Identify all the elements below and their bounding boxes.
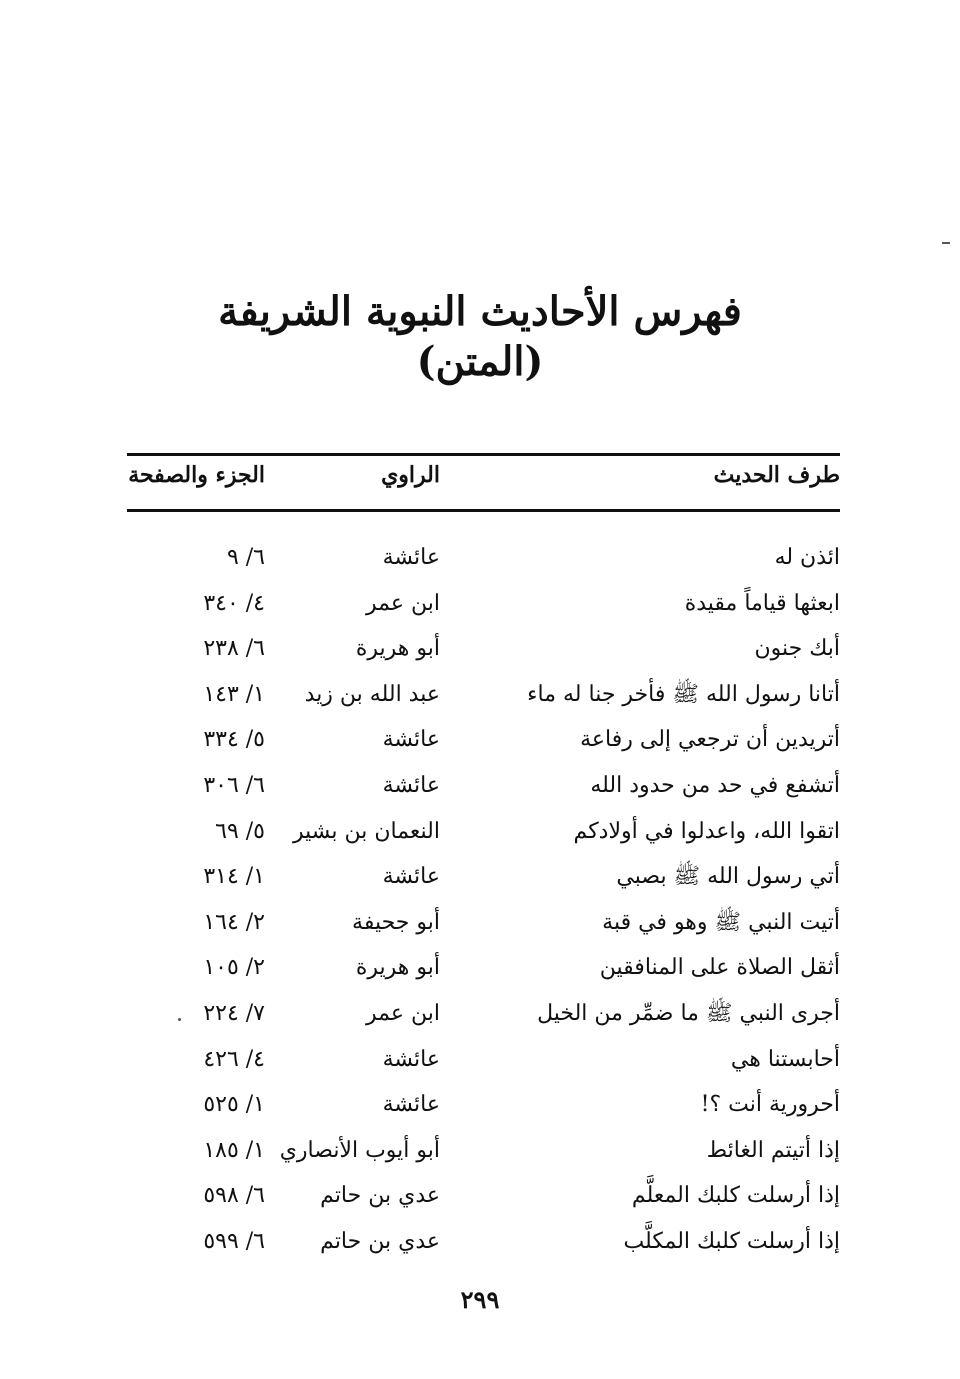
volume-page-ref: ١/ ٥٢٥ — [203, 1092, 265, 1118]
narrator-name: عائشة — [382, 1046, 440, 1072]
volume-page-ref: ١/ ٣١٤ — [203, 864, 265, 890]
volume-page-ref: ٧/ ٢٢٤ — [203, 1000, 265, 1026]
table-row — [127, 629, 840, 675]
volume-page-ref: ٦/ ٢٣٨ — [203, 636, 265, 662]
narrator-name: عائشة — [382, 772, 440, 798]
hadith-text: أتشفع في حد من حدود الله — [590, 772, 840, 798]
narrator-name: أبو هريرة — [355, 636, 440, 662]
table-row — [127, 584, 840, 630]
scan-mark — [178, 1018, 181, 1021]
narrator-name: عائشة — [382, 1092, 440, 1118]
volume-page-ref: ١/ ١٨٥ — [203, 1137, 265, 1163]
table-header-rule — [127, 509, 840, 512]
table-row — [127, 675, 840, 721]
table-row — [127, 812, 840, 858]
narrator-name: أبو أيوب الأنصاري — [279, 1137, 440, 1163]
table-row — [127, 994, 840, 1040]
hadith-text: أتريدين أن ترجعي إلى رفاعة — [580, 727, 840, 753]
narrator-name: ابن عمر — [366, 590, 440, 616]
narrator-name: عبد الله بن زيد — [304, 681, 440, 707]
narrator-name: ابن عمر — [366, 1000, 440, 1026]
hadith-text: إذا أرسلت كلبك المعلَّم — [631, 1183, 840, 1209]
hadith-text: ائذن له — [774, 545, 840, 570]
volume-page-ref: ٦/ ٥٩٩ — [203, 1228, 265, 1254]
hadith-text: أحابستنا هي — [730, 1046, 840, 1072]
hadith-text: ابعثها قياماً مقيدة — [684, 590, 840, 616]
hadith-text: أتي رسول الله ﷺ بصبي — [616, 864, 840, 890]
scan-mark — [942, 242, 950, 244]
page-subtitle: (المتن) — [416, 338, 544, 385]
volume-page-ref: ١/ ١٤٣ — [203, 681, 265, 707]
hadith-index-table — [127, 538, 840, 1268]
header-reference: الجزء والصفحة — [128, 462, 265, 488]
table-row — [127, 720, 840, 766]
narrator-name: أبو هريرة — [355, 955, 440, 981]
table-row — [127, 1222, 840, 1268]
table-top-rule — [127, 453, 840, 456]
table-row — [127, 1131, 840, 1177]
hadith-text: أبك جنون — [754, 636, 840, 662]
table-row — [127, 766, 840, 812]
table-row — [127, 948, 840, 994]
table-header — [127, 462, 840, 498]
hadith-text: إذا أرسلت كلبك المكلَّب — [623, 1228, 840, 1254]
table-row — [127, 857, 840, 903]
header-hadith: طرف الحديث — [713, 462, 840, 488]
table-row — [127, 538, 840, 584]
table-row — [127, 1176, 840, 1222]
hadith-text: إذا أتيتم الغائط — [706, 1137, 840, 1163]
volume-page-ref: ٤/ ٣٤٠ — [203, 590, 265, 616]
volume-page-ref: ٢/ ١٠٥ — [203, 955, 265, 981]
hadith-text: أحرورية أنت ؟! — [700, 1092, 840, 1118]
narrator-name: عائشة — [382, 864, 440, 890]
narrator-name: أبو جحيفة — [352, 909, 440, 935]
header-narrator: الراوي — [381, 462, 440, 488]
volume-page-ref: ٥/ ٦٩ — [215, 818, 265, 844]
volume-page-ref: ٤/ ٤٢٦ — [203, 1046, 265, 1072]
hadith-text: أتانا رسول الله ﷺ فأخر جنا له ماء — [527, 681, 840, 707]
hadith-text: أثقل الصلاة على المنافقين — [599, 955, 840, 981]
hadith-text: أجرى النبي ﷺ ما ضمِّر من الخيل — [537, 1000, 840, 1026]
narrator-name: عائشة — [382, 545, 440, 570]
table-row — [127, 1085, 840, 1131]
volume-page-ref: ٦/ ٩ — [226, 545, 265, 570]
page-title: فهرس الأحاديث النبوية الشريفة — [218, 288, 742, 335]
volume-page-ref: ٥/ ٣٣٤ — [203, 727, 265, 753]
page-number: ٢٩٩ — [460, 1285, 500, 1314]
table-row — [127, 903, 840, 949]
hadith-text: أتيت النبي ﷺ وهو في قبة — [602, 909, 840, 935]
narrator-name: عدي بن حاتم — [320, 1183, 440, 1209]
volume-page-ref: ٦/ ٣٠٦ — [203, 772, 265, 798]
narrator-name: عائشة — [382, 727, 440, 753]
hadith-text: اتقوا الله، واعدلوا في أولادكم — [573, 818, 840, 844]
volume-page-ref: ٦/ ٥٩٨ — [203, 1183, 265, 1209]
volume-page-ref: ٢/ ١٦٤ — [203, 909, 265, 935]
table-row — [127, 1040, 840, 1086]
narrator-name: عدي بن حاتم — [320, 1228, 440, 1254]
narrator-name: النعمان بن بشير — [292, 818, 440, 844]
